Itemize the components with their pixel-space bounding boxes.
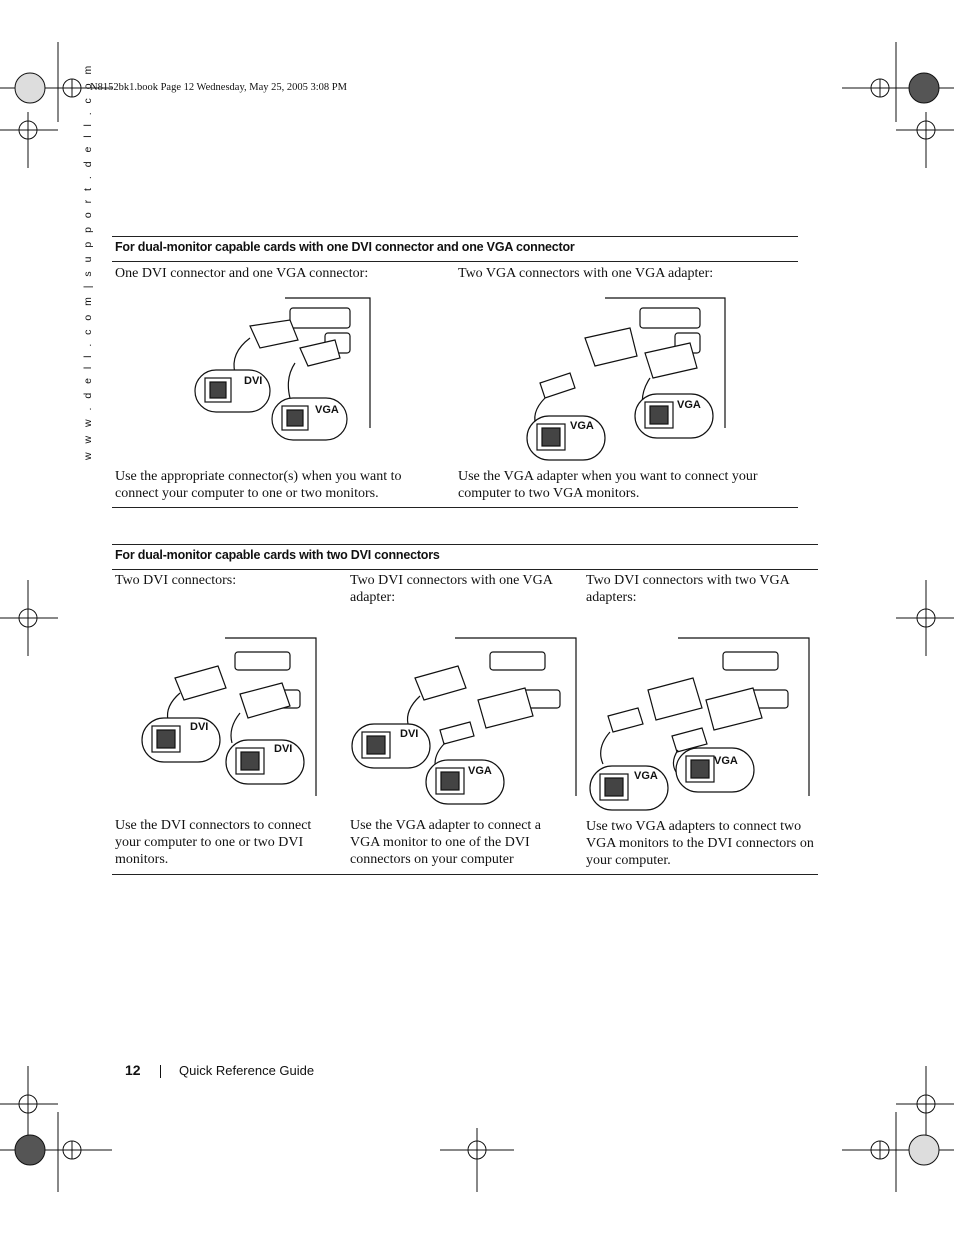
diagram-label: VGA [714, 755, 738, 767]
section1-col2-heading: Two VGA connectors with one VGA adapter: [458, 266, 714, 281]
section2-col2-heading: Two DVI connectors with one VGA adapter: [350, 573, 553, 605]
section2-header-rule [112, 569, 818, 570]
section1-bottom-rule [112, 507, 798, 508]
print-header: N8152bk1.book Page 12 Wednesday, May 25, 2005 3:08 PM [90, 82, 347, 93]
diagram-label: DVI [274, 743, 293, 755]
section2-col1-caption: Use the DVI connectors to connect your computer to one or two DVI monitors. [115, 818, 312, 867]
diagram-dvi-vga [190, 298, 375, 443]
diagram-vga-adapter [525, 298, 730, 463]
section2-col2-caption: Use the VGA adapter to connect a VGA monitor to one of the DVI connectors on your computer [350, 818, 542, 867]
diagram-label: DVI [400, 728, 419, 740]
section1-header-rule [112, 261, 798, 262]
diagram-label: DVI [190, 721, 209, 733]
diagram-label: VGA [634, 770, 658, 782]
section2-top-rule [112, 544, 818, 545]
footer-separator [160, 1065, 161, 1078]
section2-col1-heading: Two DVI connectors: [115, 573, 237, 588]
section2-col3-caption: Use two VGA adapters to connect two VGA monitors to the DVI connectors on your computer. [586, 819, 814, 868]
diagram-two-vga-adapters [588, 638, 813, 813]
section1-top-rule [112, 236, 798, 237]
diagram-dvi-vga-adapter [350, 638, 580, 808]
diagram-two-dvi [140, 638, 320, 788]
section1-col1-heading: One DVI connector and one VGA connector: [115, 266, 369, 281]
section1-col1-caption: Use the appropriate connector(s) when you want to connect your computer to one or two monitors. [115, 469, 402, 501]
section2-col3-heading: Two DVI connectors with two VGA adapters: [586, 573, 789, 605]
side-url: w w w . d e l l . c o m | s u p p o r t . d e l l . c o m [82, 62, 94, 460]
section2-title: For dual-monitor capable cards with two DVI connectors [115, 548, 440, 562]
section2-bottom-rule [112, 874, 818, 875]
guide-title: Quick Reference Guide [179, 1063, 315, 1078]
diagram-label: VGA [677, 399, 701, 411]
diagram-label: VGA [468, 765, 492, 777]
diagram-label: VGA [315, 404, 339, 416]
diagram-label: VGA [570, 420, 594, 432]
section1-col2-caption: Use the VGA adapter when you want to connect your computer to two VGA monitors. [458, 469, 758, 501]
section1-title: For dual-monitor capable cards with one DVI connector and one VGA connector [115, 240, 575, 254]
diagram-label: DVI [244, 375, 263, 387]
page-number: 12 [125, 1062, 141, 1078]
